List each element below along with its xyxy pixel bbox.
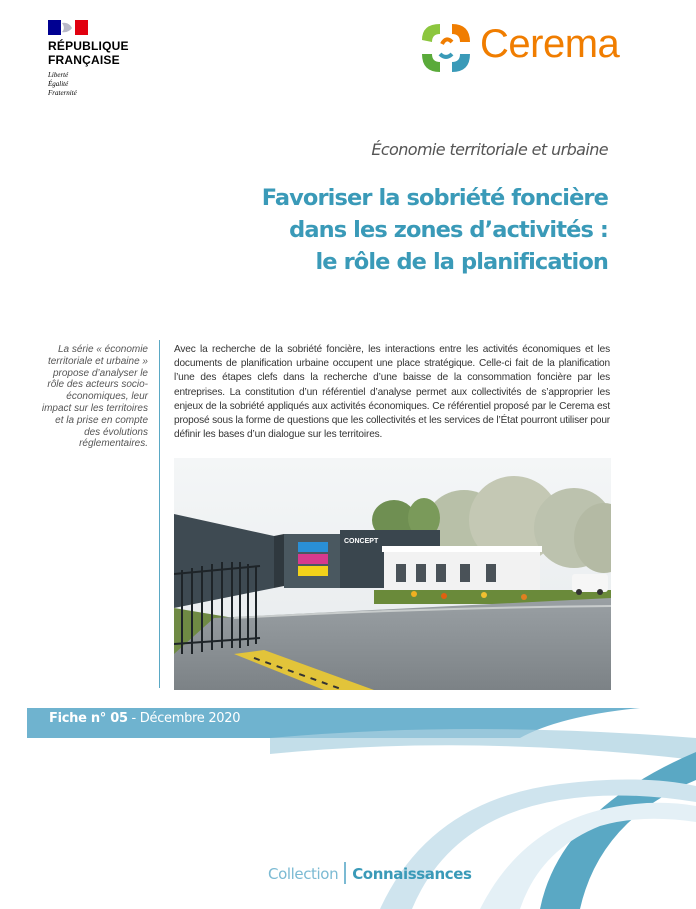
republique-francaise-logo — [48, 20, 158, 98]
republic-name: RÉPUBLIQUE FRANÇAISE — [48, 39, 129, 67]
series-subtitle: Économie territoriale et urbaine — [371, 140, 608, 159]
photo-sign-text: CONCEPT — [344, 538, 379, 545]
cerema-logo — [418, 18, 658, 80]
collection-separator — [344, 862, 346, 884]
series-side-note: La série « économie territoriale et urbaine » propose d’analyser le rôle des acteurs socio-économiques, leur impact sur les territoires et la prise en compte des évolutions réglementaires. — [41, 344, 148, 450]
collection-label: Collection Connaissances — [268, 862, 472, 884]
side-divider — [159, 340, 160, 688]
cerema-wordmark: Cerema — [480, 22, 620, 66]
marianne-flag-icon — [48, 20, 88, 35]
intro-paragraph: Avec la recherche de la sobriété foncière, les interactions entre les activités économiques et les documents de planification urbaine occupent une place stratégique. Celle-ci fait de la planification l’une des étapes clefs dans la recherche d’une baisse de la consommation foncière par les entreprises. La constitution d’un référentiel d’analyse permet aux collectivités de s’approprier les enjeux de la sobriété appliqués aux activités économiques. Ce référentiel proposé par le Cerema est proposé sous la forme de questions que les collectivités et les services de l’État pourront utiliser pour définir les bases d’un dialogue sur les territoires. — [174, 344, 610, 441]
document-title: Favoriser la sobriété foncière dans les zones d’activités : le rôle de la planification — [261, 185, 608, 275]
fiche-number: Fiche n° 05 - Décembre 2020 — [49, 711, 241, 726]
business-park-photo — [174, 458, 611, 690]
cerema-emblem-icon — [418, 20, 474, 76]
republic-motto: Liberté Égalité Fraternité — [48, 71, 77, 97]
